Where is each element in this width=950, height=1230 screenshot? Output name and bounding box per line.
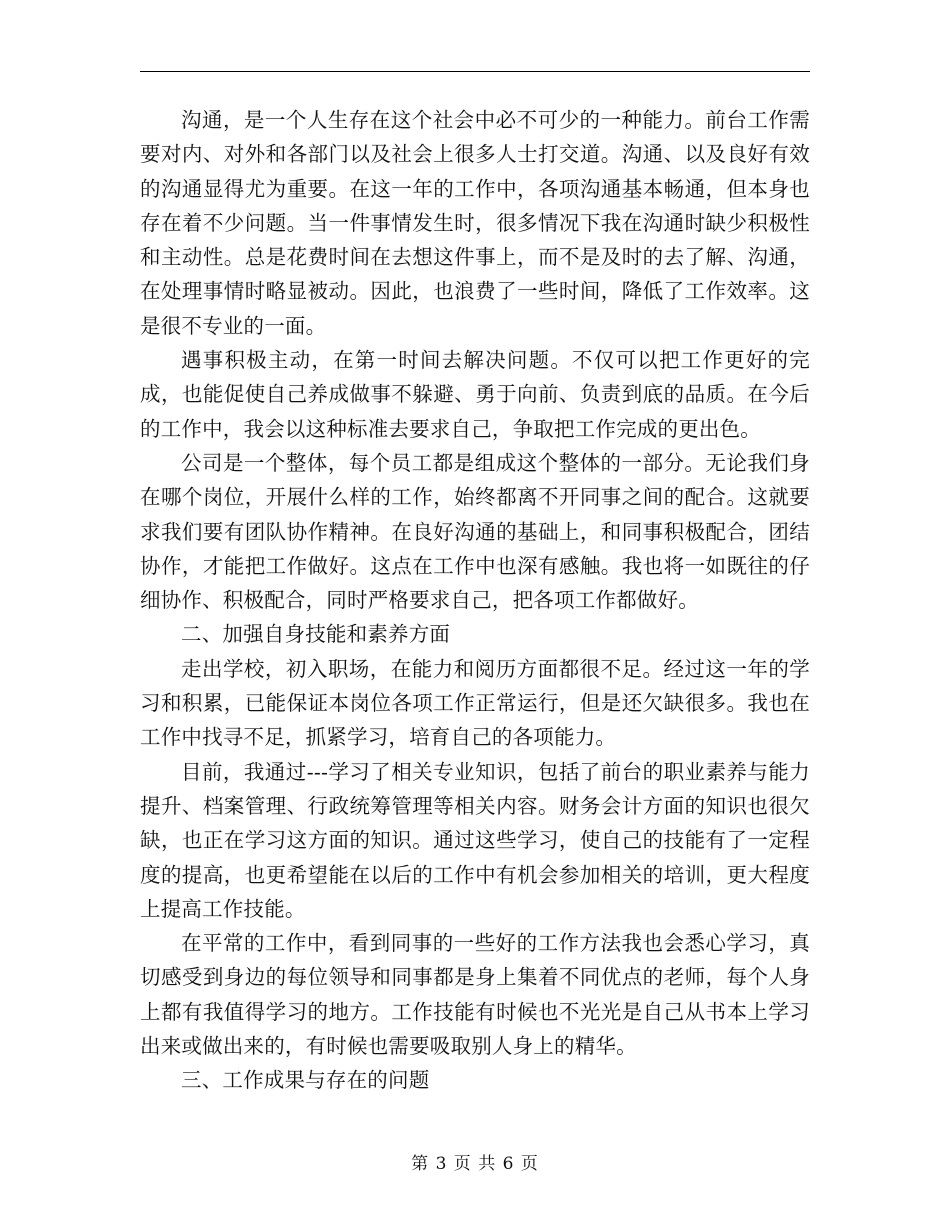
- document-body: [140, 103, 810, 1098]
- paragraph-learn-from-colleagues: 在平常的工作中，看到同事的一些好的工作方法我也会悉心学习，真切感受到身边的每位领导和同事都是身上集着不同优点的老师，每个人身上都有我值得学习的地方。工作技能有时候也不光光是自己从书本上学习出来或做出来的，有时候也需要吸取别人身上的精华。: [140, 931, 810, 1059]
- header-rule: [140, 71, 810, 72]
- page-number-footer: 第 3 页 共 6 页: [411, 1154, 539, 1174]
- paragraph-communication: 沟通，是一个人生存在这个社会中必不可少的一种能力。前台工作需要对内、对外和各部门以及社会上很多人士打交道。沟通、以及良好有效的沟通显得尤为重要。在这一年的工作中，各项沟通基本畅通，但本身也存在着不少问题。当一件事情发生时，很多情况下我在沟通时缺少积极性和主动性。总是花费时间在去想这件事上，而不是及时的去了解、沟通，在处理事情时略显被动。因此，也浪费了一些时间，降低了工作效率。这是很不专业的一面。: [140, 108, 810, 338]
- paragraph-proactive: 遇事积极主动，在第一时间去解决问题。不仅可以把工作更好的完成，也能促使自己养成做事不躲避、勇于向前、负责到底的品质。在今后的工作中，我会以这种标准去要求自己，争取把工作完成的更出色。: [140, 348, 810, 441]
- section-heading-results: 三、工作成果与存在的问题: [181, 1068, 430, 1093]
- paragraph-career-start: 走出学校，初入职场，在能力和阅历方面都很不足。经过这一年的学习和积累，已能保证本岗位各项工作正常运行，但是还欠缺很多。我也在工作中找寻不足，抓紧学习，培育自己的各项能力。: [140, 656, 810, 750]
- paragraph-study: 目前，我通过---学习了相关专业知识，包括了前台的职业素养与能力提升、档案管理、行政统筹管理等相关内容。财务会计方面的知识也很欠缺，也正在学习这方面的知识。通过这些学习，使自己的技能有了一定程度的提高，也更希望能在以后的工作中有机会参加相关的培训，更大程度上提高工作技能。: [140, 759, 810, 921]
- paragraph-teamwork: 公司是一个整体，每个员工都是组成这个整体的一部分。无论我们身在哪个岗位，开展什么样的工作，始终都离不开同事之间的配合。这就要求我们要有团队协作精神。在良好沟通的基础上，和同事积极配合，团结协作，才能把工作做好。这点在工作中也深有感触。我也将一如既往的仔细协作、积极配合，同时严格要求自己，把各项工作都做好。: [140, 450, 810, 613]
- section-heading-skills: 二、加强自身技能和素养方面: [181, 622, 451, 647]
